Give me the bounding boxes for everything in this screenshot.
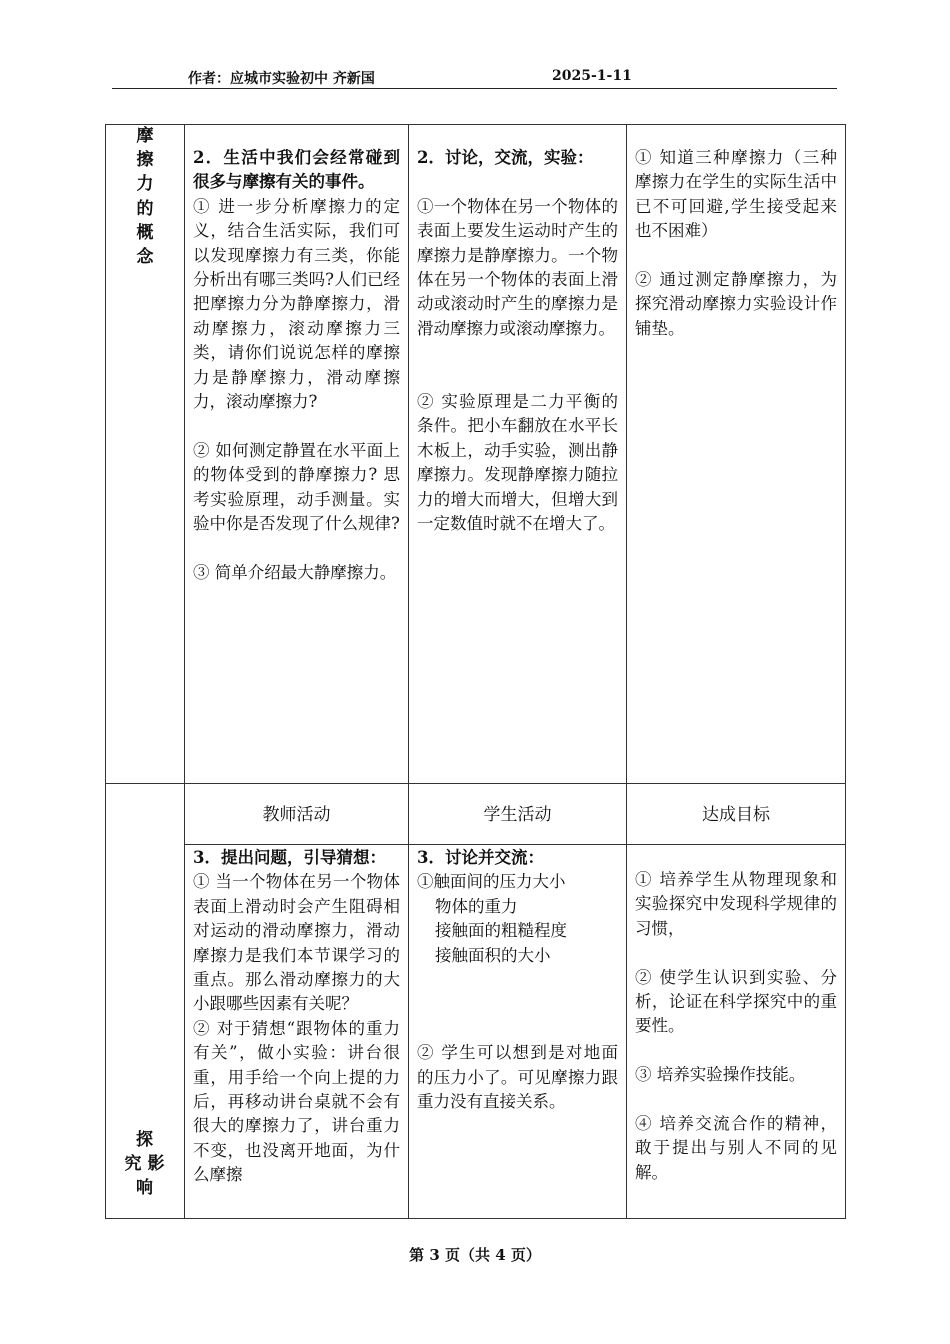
header-date: 2025-1-11 [552,68,632,84]
section1-student-cell [409,146,626,776]
section2-teacher-title: 3．提出问题，引导猜想： [193,848,386,867]
header-author: 作者：应城市实验初中 齐新国 [188,71,375,87]
section2-goal-p1: ① 培养学生从物理现象和实验探究中发现科学规律的习惯， [635,870,837,938]
section2-teacher-p2: ② 对于猜想“跟物体的重力有关”，做小实验：讲台很重，用手给一个向上提的力后，再移动讲台桌就不会有很大的摩擦力了，讲台重力不变，也没离开地面，为什么摩擦 [193,1018,400,1185]
section1-teacher-title: 2．生活中我们会经常碰到很多与摩擦有关的事件。 [193,148,400,192]
section2-student-factor-2: 物体的重力 [435,896,518,916]
section1-teacher-p2: ② 如何测定静置在水平面上的物体受到的静摩擦力? 思考实验原理，动手测量。实验中你是否发现了什么规律? [193,440,400,534]
section1-student-title: 2．讨论，交流，实验： [417,148,594,167]
section1-teacher-cell [185,146,408,776]
section1-teacher-p3: ③ 简单介绍最大静摩擦力。 [193,562,397,582]
section2-label [105,1128,184,1201]
section2-goal-p3: ③ 培养实验操作技能。 [635,1065,806,1085]
section1-goal-p2: ② 通过测定静摩擦力，为探究滑动摩擦力实验设计作铺垫。 [635,270,837,338]
section1-student-p2: ② 实验原理是二力平衡的条件。把小车翻放在水平长木板上，动手实验，测出静摩擦力。发现静摩擦力随拉力的增大而增大，但增大到一定数值时就不在增大了。 [417,392,618,534]
section2-student-title: 3．讨论并交流： [417,848,544,867]
table-border-right [845,124,846,1219]
section2-goal-p4: ④ 培养交流合作的精神，敢于提出与别人不同的见解。 [635,1114,837,1182]
section2-label-line2: 究 影 [124,1154,165,1175]
section2-student-factor-1: ①触面间的压力大小 [417,872,566,892]
section1-goal-cell [627,146,845,776]
section2-teacher-p1: ① 当一个物体在另一个物体表面上滑动时会产生阻碍相对运动的滑动摩擦力，滑动摩擦力是我们本节课学习的重点。那么滑动摩擦力的大小跟哪些因素有关呢？ [193,872,400,1014]
table-border-top [105,124,846,125]
header-goal: 达成目标 [702,805,770,825]
section2-student-factor-4: 接触面积的大小 [435,945,551,965]
table-row-divider-2 [184,844,846,845]
header-teacher-activity: 教师活动 [262,805,331,825]
section2-label-line3: 响 [136,1178,153,1199]
table-row-divider-1 [105,783,846,784]
section1-goal-p1: ① 知道三种摩擦力（三种摩擦力在学生的实际生活中已不可回避,学生接受起来也不困难） [635,148,837,241]
page-header [112,64,837,89]
section2-student-cell [409,846,626,1217]
section1-label [133,124,157,269]
table-border-left [105,124,106,1219]
section2-student-p2: ② 学生可以想到是对地面的压力小了。可见摩擦力跟重力没有直接关系。 [417,1043,618,1112]
page-footer: 第 3 页（共 4 页） [409,1246,541,1264]
lesson-table [105,124,846,1219]
section1-student-p1: ①一个物体在另一个物体的表面上要发生运动时产生的摩擦力是静摩擦力。一个物体在另一个物体的表面上滑动或滚动时产生的摩擦力是滑动摩擦力或滚动摩擦力。 [417,196,618,338]
section2-goal-p2: ② 使学生认识到实验、分析，论证在科学探究中的重要性。 [635,967,837,1036]
section1-teacher-p1: ① 进一步分析摩擦力的定义，结合生活实际，我们可以发现摩擦力有三类，你能分析出有哪三类吗?人们已经把摩擦力分为静摩擦力，滑动摩擦力，滚动摩擦力三类，请你们说说怎样的摩擦力是静摩擦力，滑动摩擦力，滚动摩擦力? [193,196,400,412]
section2-teacher-cell [185,846,408,1217]
section1-label-text: 摩擦力的概念 [136,126,154,268]
table-border-bottom [105,1218,846,1219]
header-student-activity: 学生活动 [483,805,552,825]
section2-goal-cell [627,868,845,1217]
section2-label-line1: 探 [136,1130,153,1150]
section2-student-factor-3: 接触面的粗糙程度 [435,921,567,941]
